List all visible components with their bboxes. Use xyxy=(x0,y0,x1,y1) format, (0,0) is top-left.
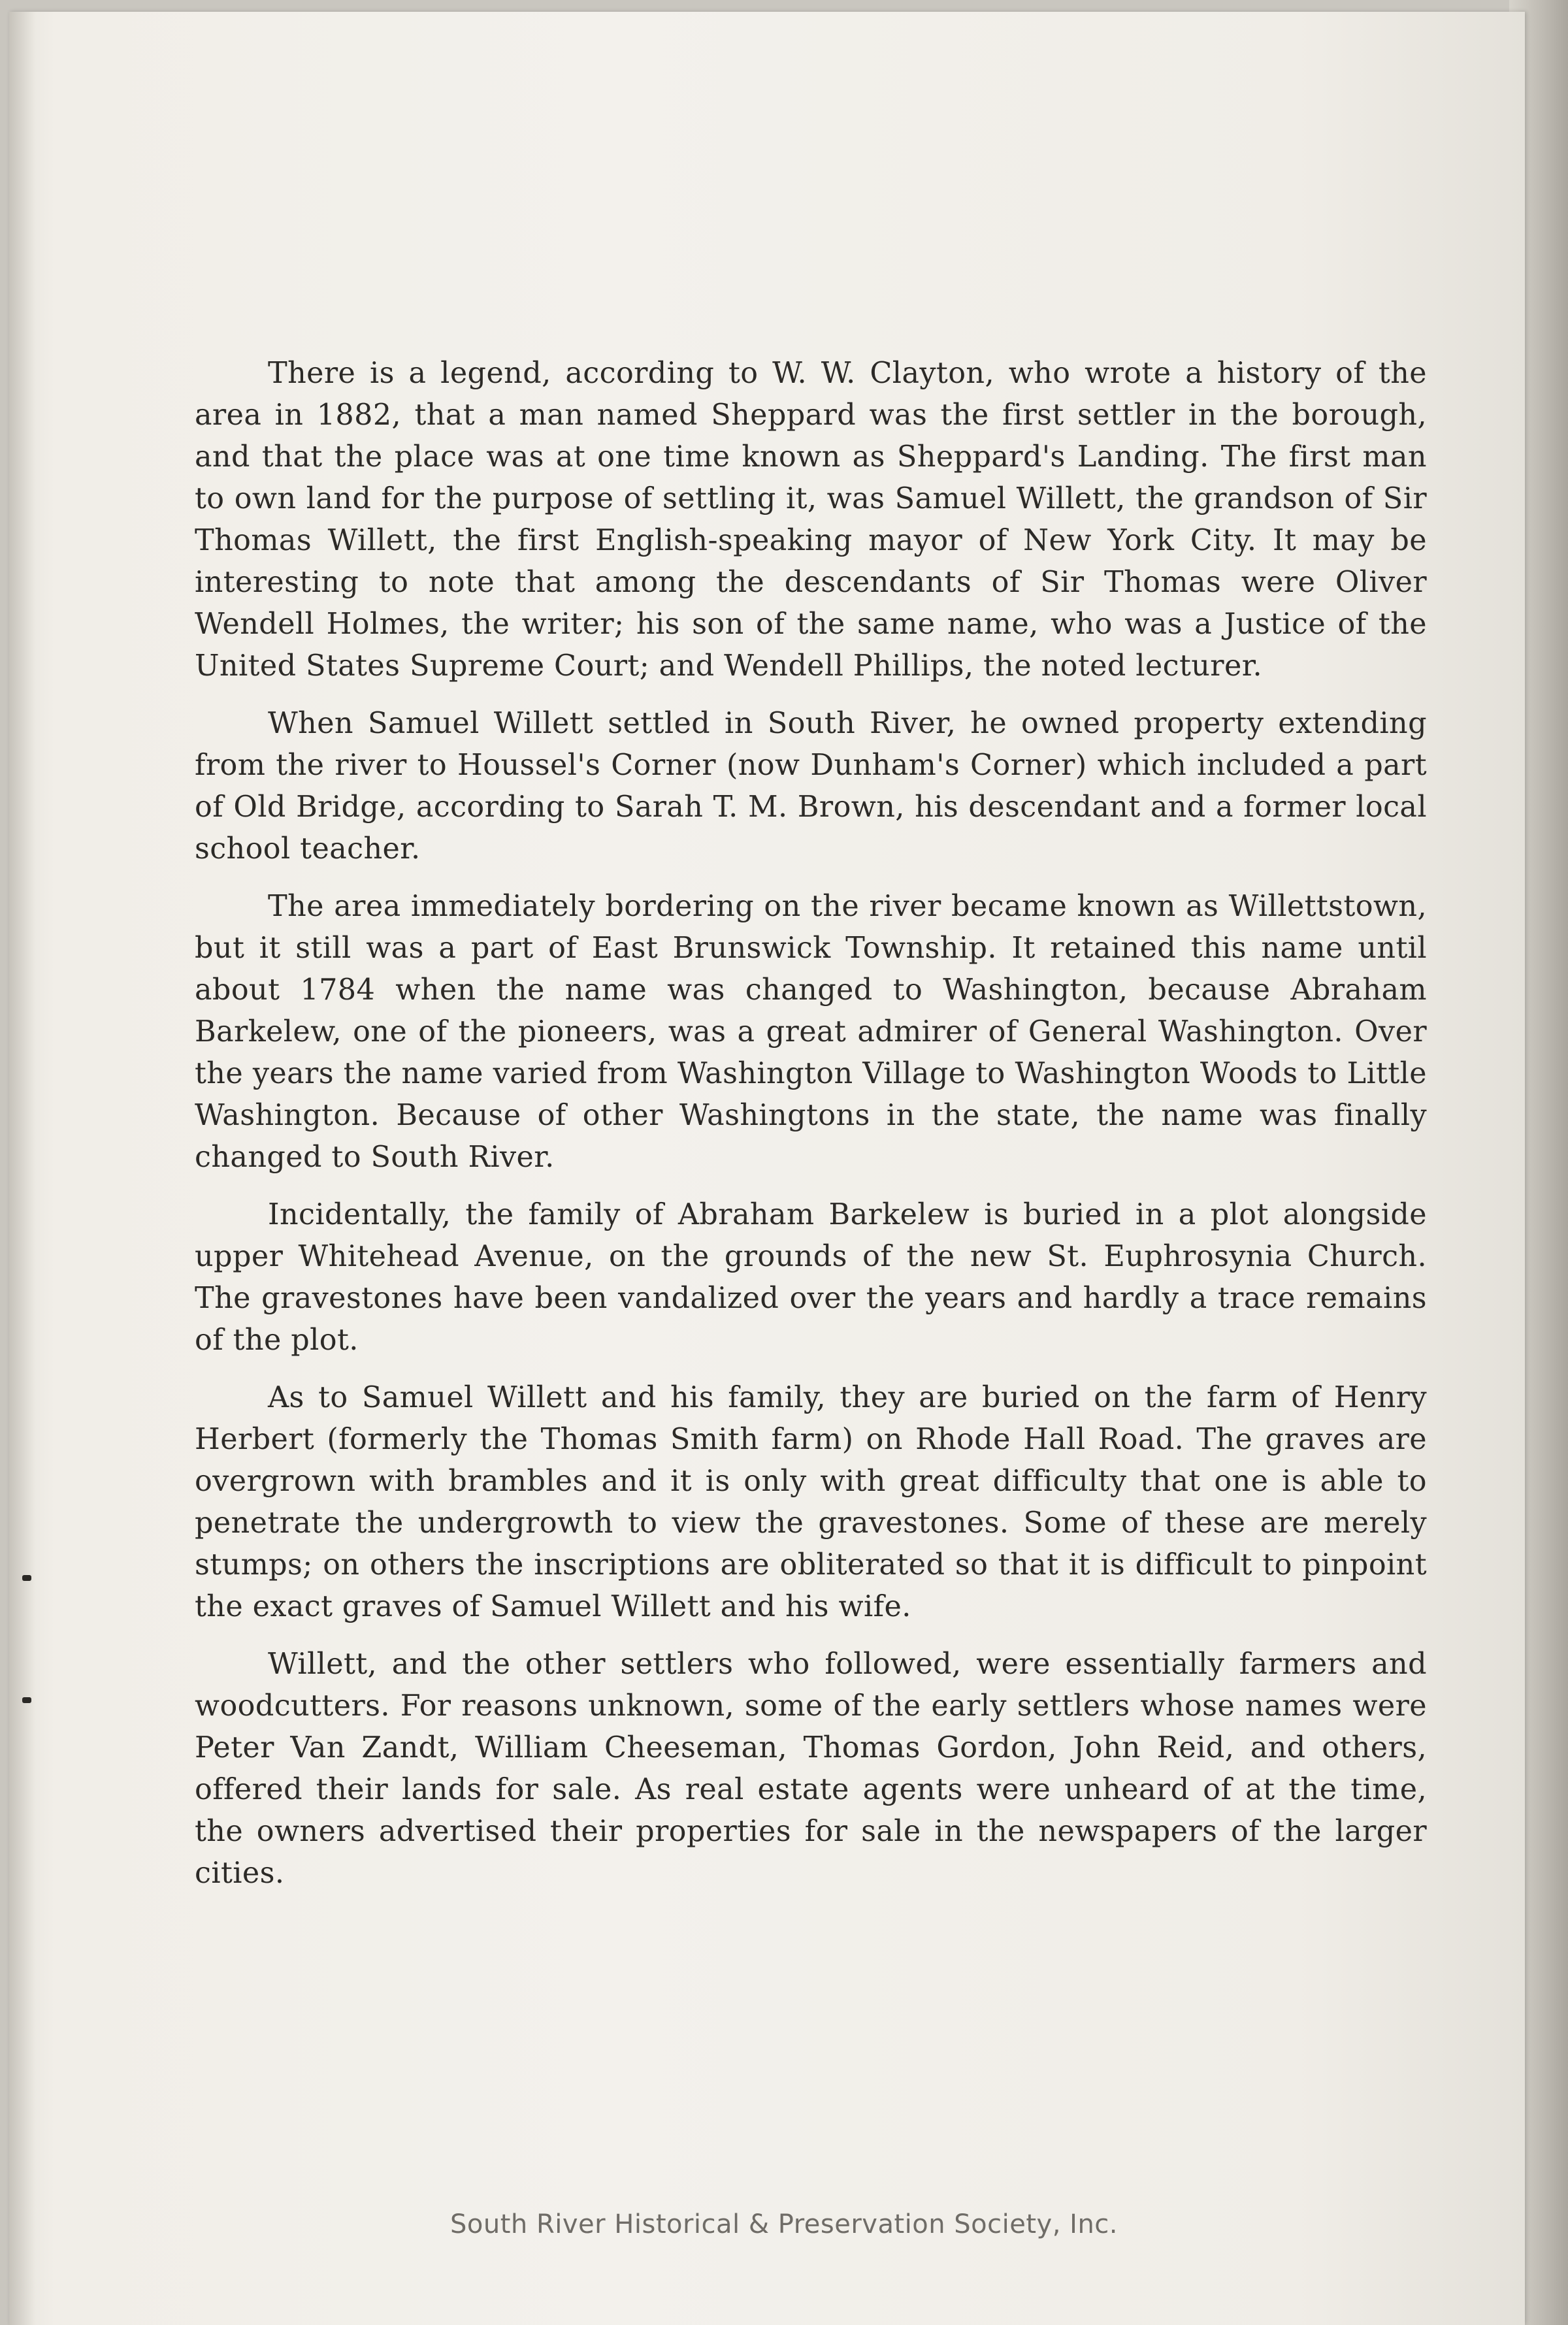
paragraph: When Samuel Willett settled in South River, he owned property extending from the river to Houssel's Corner (now Dunham's Corner) which included a part of Old Bridge, according to Sarah T. M. Brown, his descendant and a former local school teacher. xyxy=(195,707,1427,866)
binding-mark xyxy=(22,1697,31,1703)
footer-credit: South River Historical & Preservation Society, Inc. xyxy=(449,2209,1119,2239)
binding-mark xyxy=(22,1575,31,1581)
paragraph: As to Samuel Willett and his family, they are buried on the farm of Henry Herbert (formerly the Thomas Smith farm) on Rhode Hall Road. The graves are overgrown with brambles and it is only with great difficulty that one is able to penetrate the undergrowth to view the gravestones. Some of these are merely stumps; on others the inscriptions are obliterated so that it is difficult to pinpoint the exact graves of Samuel Willett and his wife. xyxy=(195,1381,1427,1623)
paragraph: Incidentally, the family of Abraham Barkelew is buried in a plot alongside upper Whitehead Avenue, on the grounds of the new St. Euphrosynia Church. The gravestones have been vandalized over the years and hardly a trace remains of the plot. xyxy=(195,1198,1427,1357)
paragraph: There is a legend, according to W. W. Clayton, who wrote a history of the area in 1882, that a man named Sheppard was the first settler in the borough, and that the place was at one time known as Sheppard's Landing. The first man to own land for the purpose of settling it, was Samuel Willett, the grandson of Sir Thomas Willett, the first English-speaking mayor of New York City. It may be interesting to note that among the descendants of Sir Thomas were Oliver Wendell Holmes, the writer; his son of the same name, who was a Justice of the United States Supreme Court; and Wendell Phillips, the noted lecturer. xyxy=(195,357,1427,683)
page-gutter-shadow xyxy=(9,12,35,2325)
paragraph: Willett, and the other settlers who followed, were essentially farmers and woodcutters. For reasons unknown, some of the early settlers whose names were Peter Van Zandt, William Cheeseman, Thomas Gordon, John Reid, and others, offered their lands for sale. As real estate agents were unheard of at the time, the owners advertised their properties for sale in the newspapers of the larger cities. xyxy=(195,1648,1427,1890)
paragraph: The area immediately bordering on the river became known as Willettstown, but it still was a part of East Brunswick Township. It retained this name until about 1784 when the name was changed to Washington, because Abraham Barkelew, one of the pioneers, was a great admirer of General Washington. Over the years the name varied from Washington Village to Washington Woods to Little Washington. Because of other Washingtons in the state, the name was finally changed to South River. xyxy=(195,890,1427,1174)
body-text xyxy=(195,353,1427,1910)
